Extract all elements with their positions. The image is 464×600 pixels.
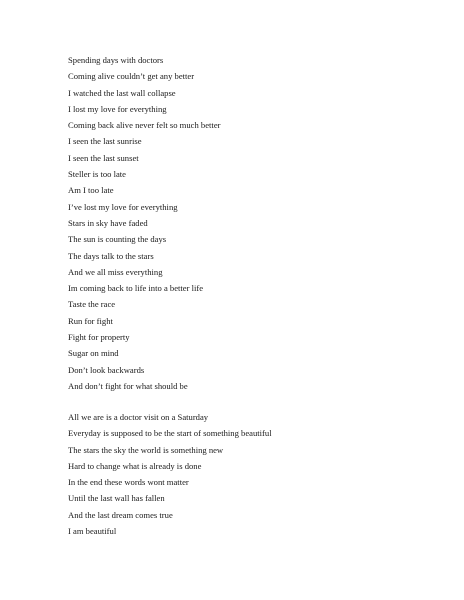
poem-line: Steller is too late	[68, 169, 126, 180]
poem-line: The sun is counting the days	[68, 234, 167, 245]
poem-line: Im coming back to life into a better life	[68, 283, 204, 294]
poem-line: I watched the last wall collapse	[68, 87, 176, 98]
poem-line: Am I too late	[68, 185, 114, 196]
poem-line: Don’t look backwards	[68, 364, 145, 375]
poem-line: And the last dream comes true	[68, 509, 173, 520]
poem-line: Hard to change what is already is done	[68, 460, 202, 471]
poem-line: I lost my love for everything	[68, 103, 167, 114]
poem-line: I am beautiful	[68, 526, 117, 537]
poem-line: The days talk to the stars	[68, 250, 154, 261]
stanza-1	[68, 52, 221, 394]
poem-line: Everyday is supposed to be the start of something beautiful	[68, 428, 272, 439]
poem-line: I’ve lost my love for everything	[68, 201, 178, 212]
poem-line: In the end these words wont matter	[68, 477, 189, 488]
stanza-2	[68, 409, 272, 539]
poem-line: And we all miss everything	[68, 266, 163, 277]
poem-line: And don’t fight for what should be	[68, 380, 188, 391]
poem-line: Until the last wall has fallen	[68, 493, 165, 504]
poem-line: All we are is a doctor visit on a Saturday	[68, 412, 209, 422]
poem-line: Stars in sky have faded	[68, 217, 148, 228]
poem-line: Coming back alive never felt so much better	[68, 120, 221, 131]
poem-line: Spending days with doctors	[68, 55, 164, 65]
poem-line: The stars the sky the world is something new	[68, 444, 224, 455]
poem-line: Coming alive couldn’t get any better	[68, 71, 195, 82]
poem-line: Sugar on mind	[68, 348, 119, 359]
poem-line: I seen the last sunset	[68, 152, 139, 163]
poem-line: Run for fight	[68, 315, 113, 326]
poem-line: Fight for property	[68, 332, 130, 343]
poem-line: Taste the race	[68, 299, 116, 310]
poem-line: I seen the last sunrise	[68, 136, 142, 147]
